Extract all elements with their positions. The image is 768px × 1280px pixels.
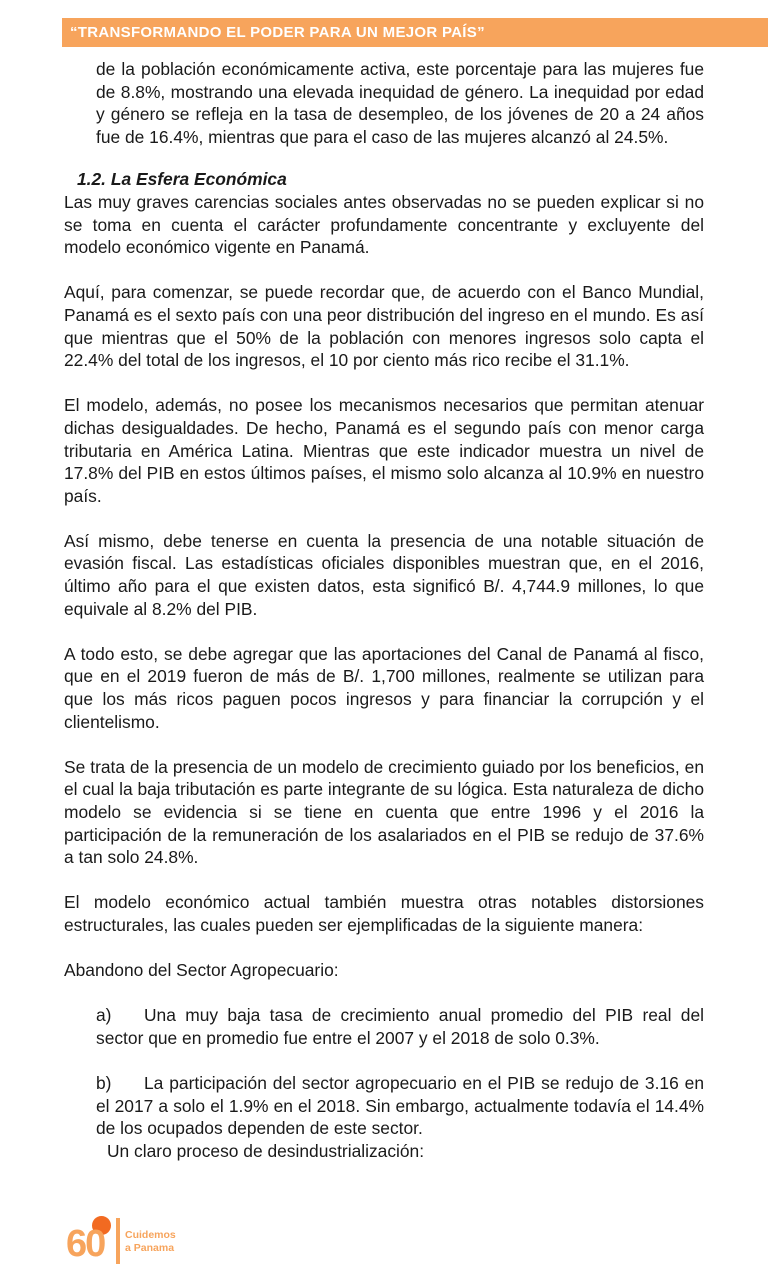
paragraph-2: Aquí, para comenzar, se puede recordar que, de acuerdo con el Banco Mundial, Panamá es el sexto país con una peor distribución del ingreso en el mundo. Es así que mientras que el 50% de la población con menores ingresos solo capta el 22.4% del total de los ingresos, el 10 por ciento más rico recibe el 31.1%.: [64, 282, 704, 371]
paragraph-3: El modelo, además, no posee los mecanismos necesarios que permitan atenuar dichas desigualdades. De hecho, Panamá es el segundo país con menor carga tributaria en América Latina. Mientras que este indicador muestra un nivel de 17.8% del PIB en estos últimos países, el mismo solo alcanza al 10.9% en nuestro país.: [64, 395, 704, 506]
closing-line: Un claro proceso de desindustrialización:: [107, 1140, 425, 1161]
paragraph-6: Se trata de la presencia de un modelo de crecimiento guiado por los beneficios, en el cual la baja tributación es parte integrante de su lógica. Esta naturaleza de dicho modelo se evidencia si se tiene en cuenta que entre 1996 y el 2016 la participación de la remuneración de los asalariados en el PIB se redujo de 37.6% a tan solo 24.8%.: [64, 756, 704, 868]
list-marker-a: a): [96, 1005, 112, 1026]
running-header: “TRANSFORMANDO EL PODER PARA UN MEJOR PAÍS”: [62, 18, 768, 47]
paragraph-7: El modelo económico actual también muestra otras notables distorsiones estructurales, las cuales pueden ser ejemplificadas de la siguiente manera:: [64, 892, 704, 935]
brand-line-1: Cuidemos: [125, 1229, 176, 1241]
page-footer: [66, 1214, 266, 1266]
paragraph-1: Las muy graves carencias sociales antes observadas no se pueden explicar si no se toma en cuenta el carácter profundamente concentrante y excluyente del modelo económico vigente en Panamá.: [64, 191, 704, 258]
paragraph-4: Así mismo, debe tenerse en cuenta la presencia de una notable situación de evasión fiscal. Las estadísticas oficiales disponibles muestran que, en el 2016, último año para el que existen datos, esta significó B/. 4,744.9 millones, lo que equivale al 8.2% del PIB.: [64, 530, 704, 619]
footer-brand: [125, 1229, 176, 1255]
continued-paragraph: de la población económicamente activa, este porcentaje para las mujeres fue de 8.8%, mostrando una elevada inequidad de género. La inequidad por edad y género se refleja en la tasa de desempleo, de los jóvenes de 20 a 24 años fue de 16.4%, mientras que para el caso de las mujeres alcanzó al 24.5%.: [96, 59, 704, 147]
list-item-b: [64, 1072, 704, 1140]
list-text-a: Una muy baja tasa de crecimiento anual promedio del PIB real del sector que en promedio fue entre el 2007 y el 2018 de solo 0.3%.: [96, 1005, 704, 1048]
page-content: [64, 58, 704, 1163]
list-item-a: [64, 1004, 704, 1049]
footer-divider: [116, 1218, 120, 1264]
list-text-b: La participación del sector agropecuario en el PIB se redujo de 3.16 en el 2017 a solo el 1.9% en el 2018. Sin embargo, actualmente todavía el 14.4% de los ocupados dependen de este sector.: [96, 1073, 704, 1139]
section-heading: 1.2. La Esfera Económica: [77, 169, 287, 190]
subheading-agro: Abandono del Sector Agropecuario:: [64, 960, 339, 981]
list-marker-b: b): [96, 1073, 112, 1094]
page-number: 60: [66, 1223, 105, 1265]
paragraph-5: A todo esto, se debe agregar que las aportaciones del Canal de Panamá al fisco, que en el 2019 fueron de más de B/. 1,700 millones, realmente se utilizan para que los más ricos paguen pocos ingresos y para financiar la corrupción y el clientelismo.: [64, 643, 704, 732]
brand-line-2: a Panama: [125, 1242, 175, 1254]
